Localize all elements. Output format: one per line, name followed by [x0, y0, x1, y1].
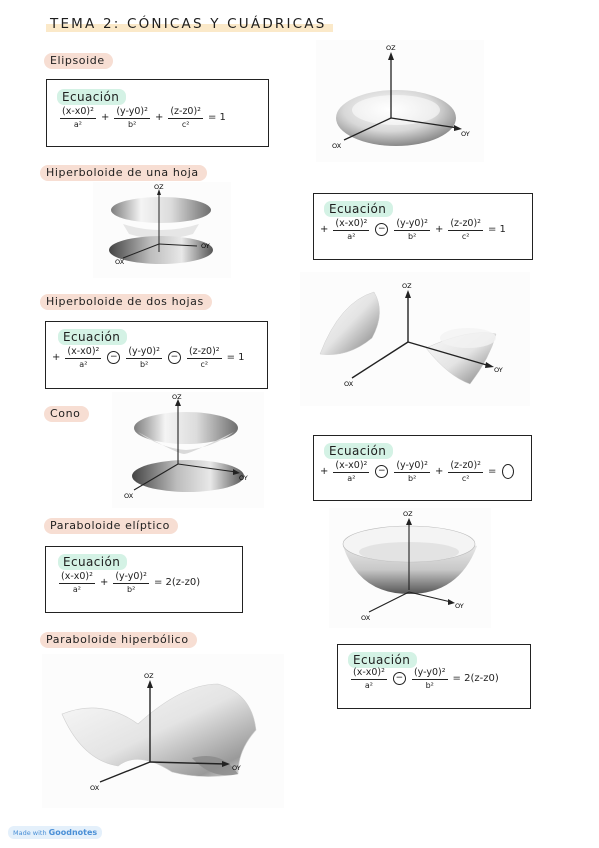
equation-box-elipsoide: [46, 79, 269, 147]
ellipsoid-figure: [316, 40, 484, 162]
cone-figure: [112, 392, 264, 508]
svg-text:OY: OY: [455, 602, 464, 610]
svg-text:OZ: OZ: [144, 672, 154, 680]
two-sheet-hyperboloid-figure: [300, 272, 530, 406]
equation-box-cono: Ecuación + $\frac{\text{(x-x0)²}}{\text{a²}}$ − $\frac{\text{(y-y0)²}}{\text{b²}}$ + $\frac{\text{(z-z0)²}}{\text{c²}}$ =: [313, 435, 532, 501]
svg-text:OY: OY: [232, 764, 241, 772]
section-label-paraboloide-hiperbolico: Paraboloide hiperbólico: [40, 632, 197, 648]
page-title: TEMA 2: CÓNICAS Y CUÁDRICAS: [46, 14, 333, 32]
svg-text:OX: OX: [90, 784, 100, 792]
formula-paraboloide-hiperbolico: $\frac{\text{(x-x0)²}}{\text{a²}}$ − $\frac{\text{(y-y0)²}}{\text{b²}}$ = 2(z-z0): [353, 667, 499, 690]
svg-text:OZ: OZ: [402, 282, 412, 290]
svg-text:OY: OY: [201, 242, 210, 250]
section-label-cono: Cono: [44, 406, 89, 422]
svg-text:OY: OY: [494, 366, 503, 374]
equation-tag: Ecuación: [57, 89, 126, 105]
equation-box-paraboloide-eliptico: Ecuación $\frac{\text{(x-x0)²}}{\text{a²}}$ + $\frac{\text{(y-y0)²}}{\text{b²}}$ = 2(z-z0): [45, 546, 243, 613]
formula-hiperboloide-dos-hojas: + $\frac{\text{(x-x0)²}}{\text{a²}}$ − $\frac{\text{(y-y0)²}}{\text{b²}}$ − $\frac{\text{(z-z0)²}}{\text{c²}}$ = 1: [52, 346, 245, 369]
made-with-badge[interactable]: [8, 826, 102, 839]
svg-text:OX: OX: [361, 614, 371, 622]
one-sheet-hyperboloid-figure: [93, 182, 231, 278]
svg-text:OZ: OZ: [172, 393, 182, 401]
svg-text:OZ: OZ: [154, 183, 164, 191]
svg-text:OX: OX: [124, 492, 134, 500]
svg-text:OX: OX: [344, 380, 354, 388]
section-label-paraboloide-eliptico: Paraboloide elíptico: [44, 518, 178, 534]
equation-box-hiperboloide-dos-hojas: Ecuación + $\frac{\text{(x-x0)²}}{\text{a²}}$ − $\frac{\text{(y-y0)²}}{\text{b²}}$ − $\frac{\text{(z-z0)²}}{\text{c²}}$ = 1: [45, 321, 268, 389]
svg-text:OZ: OZ: [403, 510, 413, 518]
equation-box-hiperboloide-una-hoja: Ecuación + $\frac{\text{(x-x0)²}}{\text{a²}}$ − $\frac{\text{(y-y0)²}}{\text{b²}}$ + $\frac{\text{(z-z0)²}}{\text{c²}}$ = 1: [313, 193, 533, 260]
svg-text:OY: OY: [239, 474, 248, 482]
brand-name: Goodnotes: [48, 828, 98, 837]
section-label-hiperboloide-una-hoja: Hiperboloide de una hoja: [40, 165, 207, 181]
axis-y-label: OY: [461, 130, 470, 138]
section-label-hiperboloide-dos-hojas: Hiperboloide de dos hojas: [40, 294, 212, 310]
section-label-elipsoide: Elipsoide: [44, 53, 113, 69]
zero-circle: [502, 464, 514, 479]
formula-paraboloide-eliptico: $\frac{\text{(x-x0)²}}{\text{a²}}$ + $\frac{\text{(y-y0)²}}{\text{b²}}$ = 2(z-z0): [61, 571, 201, 594]
svg-text:OX: OX: [115, 258, 125, 266]
elliptic-paraboloid-figure: [329, 508, 491, 628]
equation-box-paraboloide-hiperbolico: Ecuación $\frac{\text{(x-x0)²}}{\text{a²}}$ − $\frac{\text{(y-y0)²}}{\text{b²}}$ = 2(z-z0): [337, 644, 531, 709]
axis-x-label: OX: [332, 142, 342, 150]
formula-hiperboloide-una-hoja: + $\frac{\text{(x-x0)²}}{\text{a²}}$ − $\frac{\text{(y-y0)²}}{\text{b²}}$ + $\frac{\text{(z-z0)²}}{\text{c²}}$ = 1: [320, 218, 506, 241]
made-with-text: Made with: [13, 829, 47, 837]
hyperbolic-paraboloid-figure: [42, 654, 284, 808]
axis-z-label: OZ: [386, 44, 396, 52]
formula-elipsoide: $\frac{\text{(x-x0)²}}{\text{a²}}$ + $\frac{\text{(y-y0)²}}{\text{b²}}$ + $\frac{\text{(z-z0)²}}{\text{c²}}$ = 1: [62, 106, 226, 129]
formula-cono: + $\frac{\text{(x-x0)²}}{\text{a²}}$ − $\frac{\text{(y-y0)²}}{\text{b²}}$ + $\frac{\text{(z-z0)²}}{\text{c²}}$ =: [318, 460, 514, 483]
